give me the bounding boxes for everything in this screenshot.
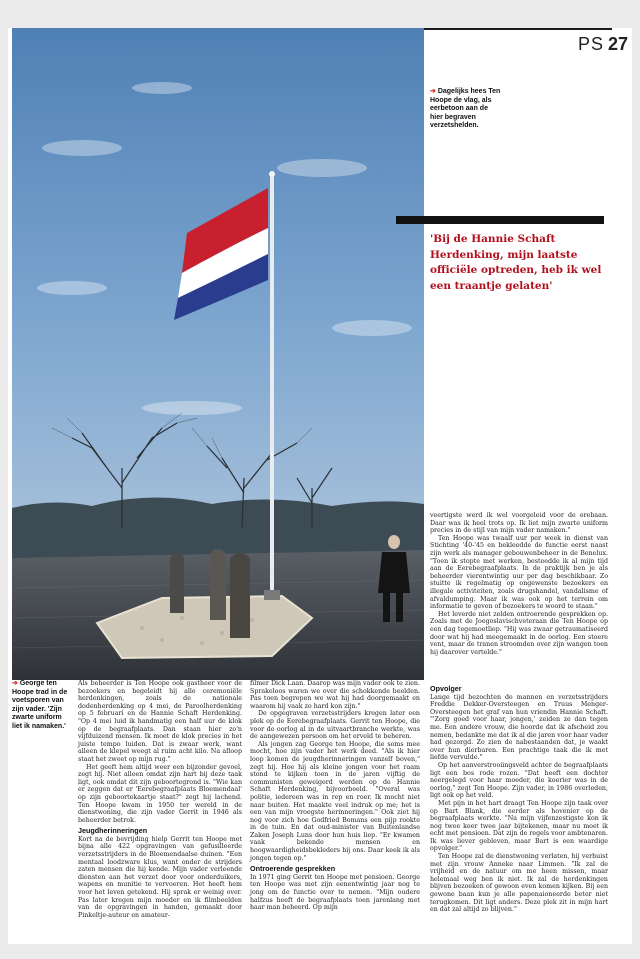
paragraph: Op het aanverstrooiingsveld achter de begraafplaats ligt een bos rode rozen. "Dat heeft een dochter neergelegd voor haar moeder, die koerier was in de oorlog," zegt Ten Hoope. Zijn vader, in 1986 overleden, ligt ook op het veld.: [430, 761, 608, 800]
paragraph: De opgegraven verzetsstrijders kregen later een plek op de Eerebegraafplaats. Gerrit ten Hoope, die voor de oorlog al in de uitvaartbranche werkte, was de aangewezen persoon om het erveld te beheren.: [250, 710, 420, 741]
paragraph: Het geeft hem altijd weer een bijzonder gevoel, zegt hij. Niet alleen omdat zijn hart bij deze taak ligt, ook omdat dit zijn geboortegrond is. "Wie kan er zeggen dat er 'Eerebegraafplaats Bloemendaal' op zijn geboortekaartje staat?" zegt hij lachend. Ten Hoope kwam in 1950 ter wereld in de dienstwoning, die zijn vader Gerrit in 1946 als beheerder betrok.: [78, 763, 242, 824]
arrow-right-icon: ➔: [12, 680, 18, 687]
subheading: Ontroerende gesprekken: [250, 864, 336, 874]
photo-caption-flag: [430, 88, 502, 131]
arrow-right-icon: ➔: [430, 88, 436, 95]
paragraph: Ten Hoope was twaalf uur per week in dienst van Stichting '40-'45 en bekleedde de functie eerst naast zijn werk als manager gebouwenbeheer in de Benelux. "Toen ik stopte met werken, besteedde ik al mijn tijd aan de Eerebegraafplaats. In de praktijk ben je als beheerder vierentwintig uur per dag beschikbaar. Zo stuitte ik regelmatig op ongewenste bezoekers en illegale activiteiten, zoals drugshandel, vandalisme of afvaldumping. Maar ik was ook op het terrein om informatie te geven of bezoekers te woord te staan.": [430, 534, 608, 611]
photo-caption-uniform: [12, 680, 72, 731]
article-column-1: [78, 680, 242, 919]
pull-quote-bar: [396, 216, 604, 224]
article-column-2: [250, 680, 420, 912]
pull-quote: 'Bij de Hannie Schaft Herdenking, mijn laatste officiële optreden, heb ik wel een traantje gelaten': [430, 233, 602, 292]
paragraph: veertigste werd ik wel voorgeleid voor de erebaan. Daar was ik heel trots op. Ik liet mijn zwarte uniform precies in de stijl van mijn vader namaken.": [430, 512, 608, 535]
page-number: 27: [607, 34, 628, 54]
subheading: Jeugdherinneringen: [78, 826, 148, 836]
caption-text: George ten Hoope trad in de voetsporen van zijn vader. 'Zijn zwarte uniform liet ik namaken.': [12, 680, 68, 730]
paragraph: Kort na de bevrijding hielp Gerrit ten Hoope met bijna alle 422 opgravingen van gefusilleerde verzetsstrijders in de Bloemendaalse duinen. "Een mentaal loodzware klus, want onder de strijders zaten mensen die hij kende. Mijn vader verleende diensten aan het verzet door voor onderduikers, wapens en munitie te vervoeren. Het heeft hem voor het leven getekend. Hij sprak er weinig over. Pas later kregen mijn moeder en ik filmbeelden van de opgravingen in handen, gemaakt door Pinkeltje-auteur en amateur-: [78, 835, 242, 919]
article-column-3: [430, 512, 608, 656]
cemetery-flag-photo: [12, 28, 424, 680]
paragraph: Als jongen zag George ten Hoope, die soms mee mocht, hoe zijn vader het werk deed. "Als ik hier loop komen de jeugdherinneringen vanzelf boven," zegt hij. Hoe hij als kleine jongen voor het raam stond te kijken toen in de jaren vijftig de communisten geweigerd werden op de Hannie Schaft Herdenking, bijvoorbeeld. "Overal was politie, iedereen was in rep en roer. Ik mocht niet naar buiten. Het maakte veel indruk op me; het is een van mijn vroegste herinneringen." Ook ziet hij nog voor zich hoe Godfried Bomans een pijp rookte in de tuin. En dat oud-minister van Buitenlandse Zaken Joseph Luns door hun huis liep. "Er kwamen vaak bekende mensen en hoogwaardigheidsbekleders bij ons. Daar keek ik als jongen tegen op.": [250, 740, 420, 862]
paragraph: Als beheerder is Ten Hoope ook gastheer voor de bezoekers en begeleidt hij alle ceremoniële herdenkingen, zoals de nationale dodenherdenking op 4 mei, de Paroolherdenking op 5 februari en de Hannie Schaft Herdenking. "Op 4 mei luid ik handmatig een half uur de klok op de begraafplaats. Dan staan hier zo'n vijfduizend mensen. Ik moet de klok precies in het juiste tempo luiden. Dat is zwaar werk, want alleen de klepel weegt al ruim acht kilo. Na afloop staat het zweet op mijn rug.": [78, 680, 242, 763]
paragraph: Lange tijd bezochten de mannen en verzetsstrijders Freddie Dekker-Oversteegen en Truus Menger-Oversteegen het graf van hun vriendin Hannie Schaft. "'Zorg goed voor haar, jongen,' zeiden ze dan tegen me. Een andere vrouw, die hoorde dat ik afscheid zou nemen, bedankte me dat ik al die jaren voor haar vader had gezorgd. Zo zien de nabestaanden dat, je waakt over hun dierbaren. Een prachtige taak die ik met liefde vervulde.": [430, 693, 608, 762]
paragraph: filmer Dick Laan. Daarop was mijn vader ook te zien. Sprakeloos waren we over die schokkende beelden. Pas toen begrepen we wat hij had doorgemaakt en waarom hij vaak zo hard kon zijn.": [250, 680, 420, 710]
paragraph: Het leverde niet zelden ontroerende gesprekken op. Zoals met de Joegoslavischveteraan die Ten Hoope op een dag tegemoetliep. "Hij was zwaar getraumatiseerd door wat hij had meegemaakt in de oorlog. Een stoere vent, maar de tranen stroomden over zijn wangen toen hij daarover vertelde.": [430, 610, 608, 656]
caption-text: Dagelijks hees Ten Hoope de vlag, als eerbetoon aan de hier begraven verzetshelden.: [430, 88, 501, 129]
paragraph: Met pijn in het hart draagt Ten Hoope zijn taak over op Bart Blank, die eerder als hovenier op de begraafplaats werkte. "Na mijn vijfenzestigste kon ik nog twee keer twee jaar bijtekenen, maar nu moet ik echt met pensioen. Dat zijn de regels voor ambtenaren. Ik was liever gebleven, maar Bart is een waardige opvolger.": [430, 799, 608, 853]
subheading: Opvolger: [430, 684, 462, 693]
section-label: PS: [577, 34, 604, 54]
article-column-4: [430, 682, 608, 914]
page-header: [578, 34, 628, 55]
paragraph: Ten Hoope zal de dienstwoning verlaten, hij verhuist met zijn vrouw Anneke naar Limmen. "Ik zal de vrijheid en de natuur om me heen missen, maar helemaal weg ben ik niet. Ik zal de herdenkingen blijven bezoeken of gewoon even komen kijken. Bij een gewone baan kun je alle papenaioneerde beter niet terugkomen. Dit ligt anders. Deze plek zit in mijn hart en dat zal altijd zo blijven.": [430, 853, 608, 914]
paragraph: In 1971 ging Gerrit ten Hoope met pensioen. George ten Hoope was met zijn eenentwintig jaar nog te jong om de functie over te nemen. "Mijn oudere halfzus heeft de begraafplaats toen jarenlang met haar man beheerd. Op mijn: [250, 873, 420, 912]
